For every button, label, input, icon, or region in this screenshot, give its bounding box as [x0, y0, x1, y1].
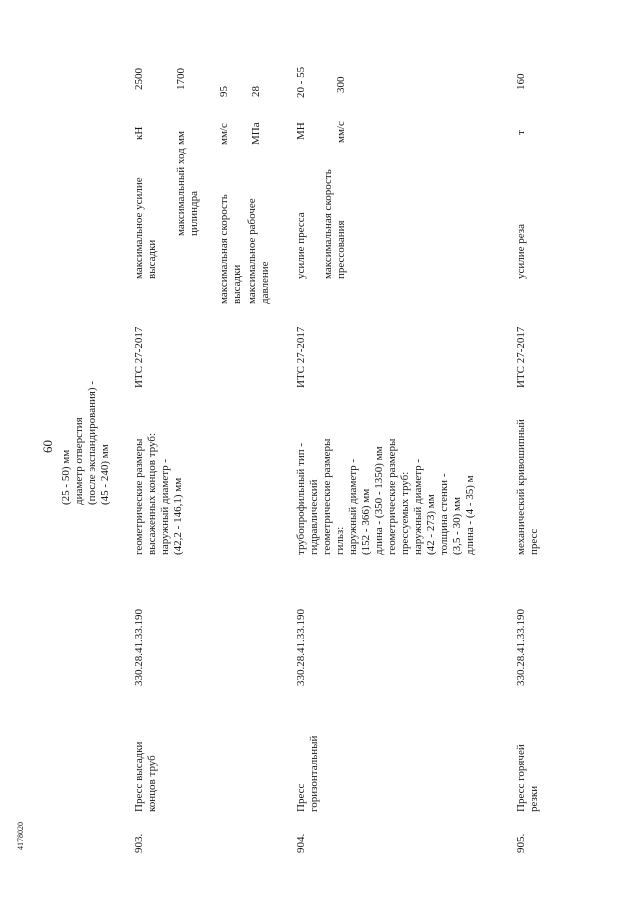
row-number: 903.: [133, 833, 145, 853]
param-name: высадки: [146, 239, 158, 279]
desc-line: (25 - 50) мм: [60, 449, 72, 505]
param-name: максимальное рабочее: [246, 198, 258, 304]
desc-line: (после экспандирования) -: [86, 381, 98, 505]
param-value: 28: [250, 86, 262, 97]
param-value: 2500: [133, 68, 145, 90]
equipment-name: Пресс высадки: [133, 741, 145, 812]
param-name: прессования: [335, 220, 347, 279]
desc-line: прессуемых труб:: [399, 471, 411, 555]
its-reference: ИТС 27-2017: [295, 326, 307, 388]
param-unit: т: [515, 130, 527, 135]
its-reference: ИТС 27-2017: [133, 326, 145, 388]
equipment-name: горизонтальный: [308, 735, 320, 812]
page-number: 60: [40, 440, 55, 453]
desc-line: геометрические размеры: [386, 438, 398, 555]
desc-line: диаметр отверстия: [73, 417, 85, 505]
document-id: 4178020: [16, 822, 25, 850]
desc-line: геометрические размеры: [321, 438, 333, 555]
desc-line: геометрические размеры: [133, 438, 145, 555]
equipment-name: Пресс: [295, 783, 307, 812]
desc-line: пресс: [528, 528, 540, 555]
okpd-code: 330.28.41.33.190: [295, 609, 307, 686]
its-reference: ИТС 27-2017: [515, 326, 527, 388]
param-name: усилие пресса: [295, 212, 307, 279]
param-unit: мм/с: [218, 123, 230, 145]
okpd-code: 330.28.41.33.190: [133, 609, 145, 686]
param-value: 20 - 55: [295, 66, 307, 98]
desc-line: трубопрофильный тип -: [295, 442, 307, 555]
param-value: 1700: [175, 68, 187, 90]
param-name: высадки: [231, 264, 243, 304]
okpd-code: 330.28.41.33.190: [515, 609, 527, 686]
param-value: 95: [218, 86, 230, 97]
desc-line: (45 - 240) мм: [99, 444, 111, 505]
param-value: 300: [335, 76, 347, 93]
desc-line: (152 - 366) мм: [360, 488, 372, 555]
param-name: максимальная скорость: [322, 169, 334, 279]
desc-line: (42 - 273) мм: [425, 494, 437, 555]
equipment-name: Пресс горячей: [515, 744, 527, 812]
row-number: 904.: [295, 833, 307, 853]
param-name: максимальная скорость: [218, 194, 230, 304]
param-name: максимальный ход: [175, 148, 187, 236]
desc-line: толщина стенки -: [438, 473, 450, 555]
desc-line: высаженных концов труб:: [146, 432, 158, 555]
desc-line: длина - (350 - 1350) мм: [373, 446, 385, 555]
desc-line: гильз:: [334, 526, 346, 555]
param-value: 160: [515, 73, 527, 90]
param-unit: мм: [175, 131, 187, 145]
param-name: максимальное усилие: [133, 177, 145, 279]
param-unit: МПа: [250, 122, 262, 145]
desc-line: наружный диаметр -: [159, 458, 171, 555]
param-unit: МН: [295, 122, 307, 140]
equipment-name: концов труб: [146, 755, 158, 812]
param-name: давление: [259, 261, 271, 304]
desc-line: (3,5 - 30) мм: [451, 497, 463, 555]
equipment-name: резки: [528, 785, 540, 812]
row-number: 905.: [515, 833, 527, 853]
desc-line: наружный диаметр -: [412, 458, 424, 555]
param-name: цилиндра: [188, 190, 200, 236]
desc-line: длина - (4 - 35) м: [464, 475, 476, 555]
desc-line: наружный диаметр -: [347, 458, 359, 555]
param-unit: мм/с: [335, 121, 347, 143]
param-unit: кН: [133, 126, 145, 140]
desc-line: гидравлический: [308, 479, 320, 555]
param-name: усилие реза: [515, 223, 527, 279]
desc-line: (42,2 - 146,1) мм: [172, 477, 184, 555]
desc-line: механический кривошипный: [515, 419, 527, 555]
